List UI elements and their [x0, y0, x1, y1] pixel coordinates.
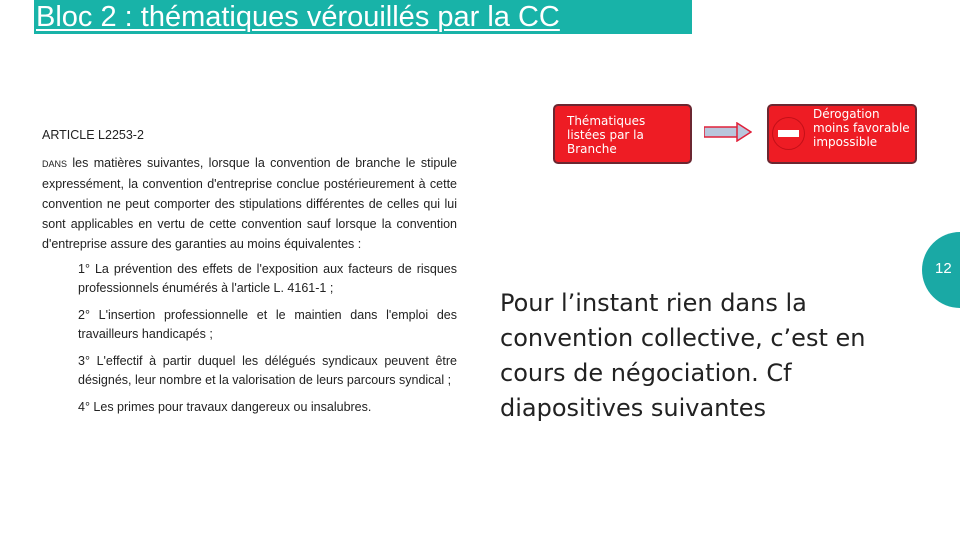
article-text [42, 125, 457, 425]
page-number-badge [922, 232, 960, 308]
derogation-box [767, 104, 917, 164]
arrow-right-icon [704, 122, 752, 142]
article-intro-prefix: DANS [42, 159, 68, 169]
article-items [42, 260, 457, 417]
branch-themes-box [553, 104, 692, 164]
page-number: 12 [935, 260, 952, 277]
list-item: 2° L'insertion professionnelle et le maintien dans l'emploi des travailleurs handicapés ; [78, 308, 457, 341]
slide-title: Bloc 2 : thématiques vérouillés par la CC [36, 1, 560, 33]
no-entry-icon [773, 118, 804, 149]
article-heading: ARTICLE L2253-2 [42, 128, 144, 142]
list-item: 1° La prévention des effets de l'exposition aux facteurs de risques professionnels énumérés à l'article L. 4161-1 ; [78, 262, 457, 295]
list-item: 3° L'effectif à partir duquel les délégués syndicaux peuvent être désignés, leur nombre et la valorisation de leurs parcours syndical ; [78, 354, 457, 387]
article-intro-text: les matières suivantes, lorsque la convention de branche le stipule expressément, la convention d'entreprise conclue postérieurement à cette convention ne peut comporter des stipulations différentes de celles qui lui sont applicables en vertu de cette convention sauf lorsque la convention d'entreprise assure des garanties au moins équivalentes : [42, 156, 457, 251]
article-intro [42, 153, 457, 254]
branch-themes-label: Thématiques listées par la Branche [567, 114, 646, 156]
derogation-label: Dérogation moins favorable impossible [813, 107, 910, 149]
list-item: 4° Les primes pour travaux dangereux ou insalubres. [78, 400, 372, 414]
status-text: Pour l’instant rien dans la convention collective, c’est en cours de négociation. Cf diapositives suivantes [500, 289, 866, 422]
